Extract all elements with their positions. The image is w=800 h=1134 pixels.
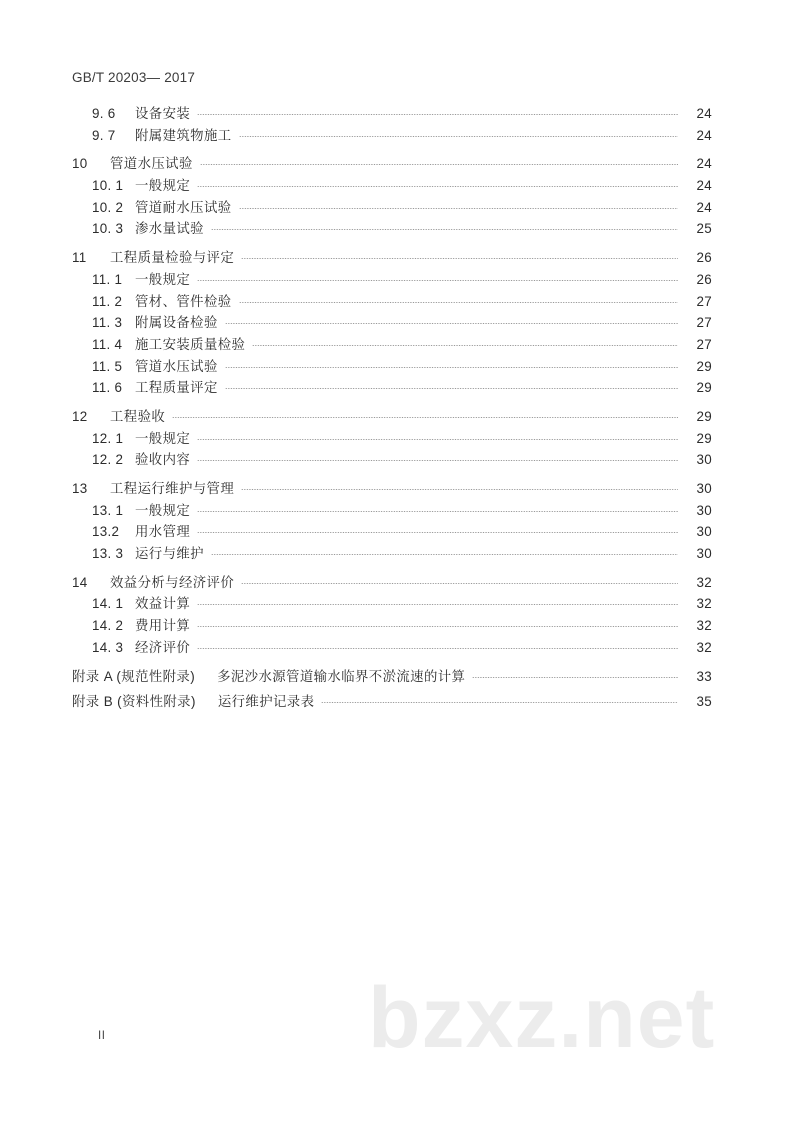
page-number-folio: II [98, 1030, 106, 1042]
toc-dot-leader [197, 186, 678, 187]
toc-entry-title: 效益计算 [135, 596, 191, 612]
toc-entry-number: 13. 1 [92, 502, 124, 518]
toc-appendix-entry[interactable] [72, 691, 712, 716]
toc-appendix-page-number: 33 [696, 668, 712, 684]
toc-entry-title: 附属建筑物施工 [135, 127, 232, 143]
toc-dot-leader [225, 367, 678, 368]
toc-entry-page-number: 29 [696, 380, 712, 396]
toc-entry[interactable] [72, 291, 712, 313]
toc-entry-page-number: 29 [696, 430, 712, 446]
toc-entry-page-number: 32 [696, 618, 712, 634]
toc-entry-page-number: 26 [696, 250, 712, 266]
toc-entry[interactable] [72, 572, 712, 594]
toc-dot-leader [211, 554, 678, 555]
toc-entry-number: 9. 6 [92, 106, 116, 121]
toc-appendix-entry[interactable] [72, 666, 712, 691]
toc-entry-title: 经济评价 [135, 639, 191, 655]
toc-entry-title: 一般规定 [135, 430, 191, 446]
toc-entry-title: 一般规定 [135, 502, 191, 518]
toc-entry-page-number: 30 [696, 452, 712, 468]
toc-entry-number: 10 [72, 156, 88, 172]
toc-entry-page-number: 24 [696, 156, 712, 172]
toc-dot-leader [197, 280, 678, 281]
toc-dot-leader [197, 648, 678, 649]
toc-entry-page-number: 30 [696, 502, 712, 518]
toc-entry-page-number: 26 [696, 271, 712, 287]
toc-entry[interactable] [72, 356, 712, 378]
toc-entry-number: 12. 1 [92, 430, 124, 446]
toc-dot-leader [172, 417, 678, 418]
toc-entry-title: 管道耐水压试验 [135, 199, 232, 215]
toc-entry-page-number: 29 [696, 408, 712, 424]
toc-entry-title: 一般规定 [135, 271, 191, 287]
toc-entry-title: 运行与维护 [135, 546, 204, 562]
toc-dot-leader [241, 489, 678, 490]
toc-entry[interactable] [72, 637, 712, 659]
toc-entry-page-number: 25 [696, 221, 712, 237]
toc-dot-leader [225, 323, 678, 324]
toc-entry-page-number: 30 [696, 524, 712, 540]
toc-entry[interactable] [72, 543, 712, 565]
toc-entry[interactable] [72, 406, 712, 428]
toc-entry-number: 11. 2 [92, 293, 123, 309]
toc-entry[interactable] [72, 103, 712, 125]
toc-entry-page-number: 24 [696, 199, 712, 215]
toc-entry[interactable] [72, 247, 712, 269]
toc-entry[interactable] [72, 593, 712, 615]
table-of-contents [72, 103, 712, 716]
toc-entry-title: 管道水压试验 [110, 156, 193, 172]
toc-entry-page-number: 27 [696, 293, 712, 309]
toc-dot-leader [197, 626, 678, 627]
toc-entry-page-number: 32 [696, 574, 712, 590]
toc-dot-leader [239, 208, 678, 209]
toc-entry-number: 10. 2 [92, 199, 124, 215]
toc-dot-leader [225, 388, 678, 389]
toc-entry-number: 14. 3 [92, 639, 124, 655]
toc-dot-leader [197, 532, 678, 533]
toc-entry-number: 9. 7 [92, 127, 116, 143]
toc-entry-number: 11. 3 [92, 315, 123, 331]
toc-entry-title: 一般规定 [135, 178, 191, 194]
toc-dot-leader [197, 511, 678, 512]
toc-entry-number: 11. 6 [92, 380, 123, 396]
toc-entry-title: 附属设备检验 [135, 315, 218, 331]
toc-dot-leader [197, 114, 678, 115]
toc-dot-leader [197, 439, 678, 440]
toc-appendix-page-number: 35 [696, 693, 712, 709]
toc-entry[interactable] [72, 218, 712, 240]
toc-dot-leader [197, 460, 678, 461]
toc-entry-number: 14. 2 [92, 618, 124, 634]
toc-entry-title: 工程验收 [110, 408, 166, 424]
toc-entry-page-number: 29 [696, 358, 712, 374]
toc-entry-title: 管道水压试验 [135, 358, 218, 374]
toc-appendix-label: 附录 A (规范性附录) [72, 668, 196, 684]
toc-entry-page-number: 30 [696, 481, 712, 496]
site-watermark: bzxz.net [368, 970, 716, 1066]
toc-entry-title: 管材、管件检验 [135, 293, 232, 309]
toc-entry-title: 效益分析与经济评价 [110, 574, 235, 590]
toc-entry[interactable] [72, 175, 712, 197]
toc-entry-number: 11. 5 [92, 358, 123, 374]
toc-dot-leader [239, 136, 678, 137]
toc-entry-title: 渗水量试验 [135, 221, 204, 237]
toc-entry-title: 验收内容 [135, 452, 191, 468]
toc-dot-leader [321, 702, 678, 703]
toc-entry[interactable] [72, 521, 712, 543]
toc-entry[interactable] [72, 125, 712, 147]
toc-appendix-title: 多泥沙水源管道输水临界不淤流速的计算 [217, 668, 466, 684]
toc-entry[interactable] [72, 153, 712, 175]
toc-dot-leader [200, 164, 678, 165]
toc-entry-title: 费用计算 [135, 618, 191, 634]
toc-dot-leader [239, 302, 678, 303]
toc-entry-page-number: 27 [696, 315, 712, 331]
toc-entry-title: 工程运行维护与管理 [110, 481, 235, 496]
toc-entry-title: 设备安装 [135, 106, 191, 121]
toc-entry-number: 13 [72, 481, 88, 496]
toc-entry-page-number: 24 [696, 127, 712, 143]
toc-dot-leader [472, 677, 678, 678]
toc-entry-page-number: 24 [696, 106, 712, 121]
toc-entry-title: 施工安装质量检验 [135, 336, 246, 352]
toc-entry-number: 11. 1 [92, 271, 123, 287]
toc-entry[interactable] [72, 334, 712, 356]
toc-entry[interactable] [72, 500, 712, 522]
toc-entry-title: 用水管理 [135, 524, 191, 540]
toc-dot-leader [211, 229, 678, 230]
toc-entry-number: 10. 3 [92, 221, 124, 237]
toc-entry-number: 11. 4 [92, 336, 123, 352]
toc-entry[interactable] [72, 428, 712, 450]
toc-entry-title: 工程质量检验与评定 [110, 250, 235, 266]
toc-entry-page-number: 32 [696, 596, 712, 612]
toc-appendix-label: 附录 B (资料性附录) [72, 693, 196, 709]
toc-dot-leader [252, 345, 678, 346]
toc-entry[interactable] [72, 197, 712, 219]
toc-entry-number: 12 [72, 408, 88, 424]
toc-entry[interactable] [72, 449, 712, 471]
toc-entry-title: 工程质量评定 [135, 380, 218, 396]
toc-entry-number: 11 [72, 250, 87, 266]
toc-dot-leader [241, 583, 678, 584]
toc-entry-page-number: 32 [696, 639, 712, 655]
toc-entry[interactable] [72, 312, 712, 334]
toc-appendix-title: 运行维护记录表 [217, 693, 315, 709]
running-header-standard-number: GB/T 20203— 2017 [72, 70, 196, 85]
toc-dot-leader [241, 258, 678, 259]
toc-entry-page-number: 30 [696, 546, 712, 562]
toc-entry-page-number: 27 [696, 336, 712, 352]
toc-entry-number: 14. 1 [92, 596, 124, 612]
toc-entry-number: 13. 3 [92, 546, 124, 562]
toc-entry[interactable] [72, 615, 712, 637]
toc-entry-page-number: 24 [696, 178, 712, 194]
toc-entry-number: 12. 2 [92, 452, 124, 468]
toc-entry-number: 14 [72, 574, 88, 590]
toc-entry-number: 13.2 [92, 524, 120, 540]
toc-entry[interactable] [72, 377, 712, 399]
toc-entry[interactable] [72, 269, 712, 291]
toc-entry[interactable] [72, 478, 712, 500]
toc-dot-leader [197, 604, 678, 605]
toc-entry-number: 10. 1 [92, 178, 124, 194]
